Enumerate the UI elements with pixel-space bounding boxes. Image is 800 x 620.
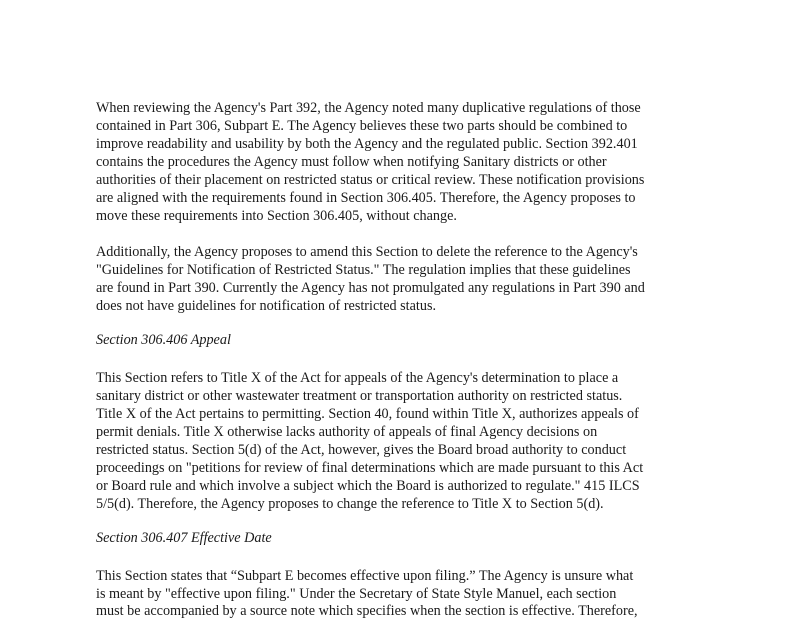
paragraph-3-line: 5/5(d). Therefore, the Agency proposes to change the reference to Title X to Section 5(d).	[96, 496, 604, 512]
paragraph-3-line: restricted status. Section 5(d) of the Act, however, gives the Board broad authority to conduct	[96, 442, 627, 458]
paragraph-1-line: When reviewing the Agency's Part 392, the Agency noted many duplicative regulations of those	[96, 100, 641, 116]
paragraph-1-line: authorities of their placement on restricted status or critical review. These notification provisions	[96, 172, 645, 188]
paragraph-3-line: permit denials. Title X otherwise lacks authority of appeals of final Agency decisions on	[96, 424, 598, 440]
paragraph-1-line: move these requirements into Section 306.405, without change.	[96, 208, 457, 224]
paragraph-3-line: proceedings on "petitions for review of final determinations which are made pursuant to this Act	[96, 460, 644, 476]
paragraph-3-line: Title X of the Act pertains to permitting. Section 40, found within Title X, authorizes appeals of	[96, 406, 639, 422]
paragraph-4-line: is meant by "effective upon filing." Under the Secretary of State Style Manuel, each section	[96, 586, 617, 602]
section-heading-effective-date: Section 306.407 Effective Date	[96, 530, 272, 546]
paragraph-1-line: are aligned with the requirements found in Section 306.405. Therefore, the Agency proposes to	[96, 190, 636, 206]
paragraph-3-line: or Board rule and which involve a subject which the Board is authorized to regulate." 415 ILCS	[96, 478, 640, 494]
paragraph-1-line: contained in Part 306, Subpart E. The Agency believes these two parts should be combined to	[96, 118, 628, 134]
paragraph-2-line: does not have guidelines for notification of restricted status.	[96, 298, 437, 314]
paragraph-4-line: This Section states that “Subpart E becomes effective upon filing.” The Agency is unsure what	[96, 568, 634, 584]
paragraph-3-line: sanitary district or other wastewater treatment or transportation authority on restricted status.	[96, 388, 623, 404]
section-heading-appeal: Section 306.406 Appeal	[96, 332, 231, 348]
paragraph-1-line: improve readability and usability by both the Agency and the regulated public. Section 392.401	[96, 136, 638, 152]
paragraph-2-line: are found in Part 390. Currently the Agency has not promulgated any regulations in Part 390 and	[96, 280, 645, 296]
paragraph-2-line: "Guidelines for Notification of Restricted Status." The regulation implies that these guidelines	[96, 262, 631, 278]
paragraph-2-line: Additionally, the Agency proposes to amend this Section to delete the reference to the Agency's	[96, 244, 638, 260]
paragraph-4-line: must be accompanied by a source note which specifies when the section is effective. Therefore,	[96, 603, 638, 619]
paragraph-3-line: This Section refers to Title X of the Act for appeals of the Agency's determination to place a	[96, 370, 619, 386]
paragraph-1-line: contains the procedures the Agency must follow when notifying Sanitary districts or other	[96, 154, 607, 170]
